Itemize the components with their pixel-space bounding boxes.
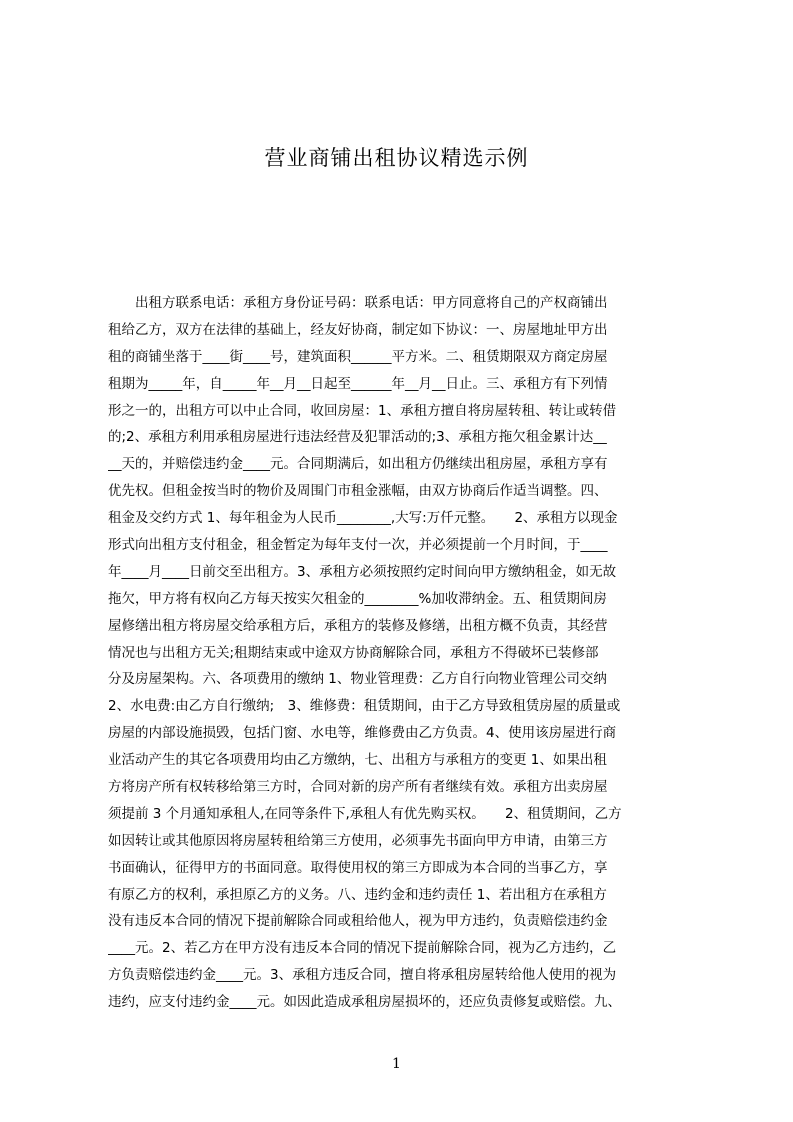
body-line: 违约，应支付违约金____元。如因此造成承租房屋损坏的，还应负责修复或赔偿。九、 [108, 994, 621, 1011]
body-line: 优先权。但租金按当时的物价及周围门市租金涨幅，由双方协商后作适当调整。四、 [108, 483, 608, 500]
page-number: 1 [392, 1056, 401, 1072]
body-line: 方负责赔偿违约金____元。3、承租方违反合同，擅自将承租房屋转给他人使用的视为 [108, 967, 617, 984]
body-line: 租金及交约方式 1、每年租金为人民币________,大写:万仟元整。 2、承租方以现金 [108, 510, 618, 527]
body-line: 2、水电费:由乙方自行缴纳; 3、维修费：租赁期间，由于乙方导致租赁房屋的质量或 [108, 698, 621, 715]
body-line: 须提前 3 个月通知承租人,在同等条件下,承租人有优先购买权。 2、租赁期间，乙方 [108, 805, 622, 822]
body-line: 业活动产生的其它各项费用均由乙方缴纳，七、出租方与承租方的变更 1、如果出租 [108, 752, 607, 769]
body-line: 情况也与出租方无关;租期结束或中途双方协商解除合同，承租方不得破坏已装修部 [108, 644, 599, 661]
document-body [108, 290, 793, 1016]
body-line: 书面确认，征得甲方的书面同意。取得使用权的第三方即成为本合同的当事乙方，享 [108, 859, 608, 876]
body-line: __天的，并赔偿违约金____元。合同期满后，如出租方仍继续出租房屋，承租方享有 [108, 456, 608, 473]
body-line: 如因转让或其他原因将房屋转租给第三方使用，必须事先书面向甲方申请，由第三方 [108, 832, 608, 849]
body-line: 租的商铺坐落于____街____号，建筑面积______平方米。二、租赁期限双方商定房屋 [108, 348, 608, 365]
body-line: 的;2、承租方利用承租房屋进行违法经营及犯罪活动的;3、承租方拖欠租金累计达__ [108, 429, 607, 446]
body-line: 分及房屋架构。六、各项费用的缴纳 1、物业管理费：乙方自行向物业管理公司交纳 [108, 671, 607, 688]
body-line: 没有违反本合同的情况下提前解除合同或租给他人，视为甲方违约，负责赔偿违约金 [108, 913, 608, 930]
body-line: 房屋的内部设施损毁，包括门窗、水电等，维修费由乙方负责。4、使用该房屋进行商 [108, 725, 617, 742]
body-line: 有原乙方的权利，承担原乙方的义务。八、违约金和违约责任 1、若出租方在承租方 [108, 886, 607, 903]
body-line: 拖欠，甲方将有权向乙方每天按实欠租金的________%加收滞纳金。五、租赁期间房 [108, 590, 607, 607]
body-line: 租期为_____年，自_____年__月__日起至______年__月__日止。三、承租方有下列情 [108, 375, 608, 392]
body-line: 形之一的，出租方可以中止合同，收回房屋：1、承租方擅自将房屋转租、转让或转借 [108, 402, 617, 419]
body-line: 租给乙方，双方在法律的基础上，经友好协商，制定如下协议：一、房屋地址甲方出 [108, 321, 608, 338]
body-line: 出租方联系电话：承租方身份证号码：联系电话：甲方同意将自己的产权商铺出 [108, 295, 608, 311]
body-line: ____元。2、若乙方在甲方没有违反本合同的情况下提前解除合同，视为乙方违约，乙 [108, 940, 617, 957]
document-title: 营业商铺出租协议精选示例 [264, 146, 529, 170]
body-line: 方将房产所有权转移给第三方时，合同对新的房产所有者继续有效。承租方出卖房屋 [108, 779, 608, 796]
body-line: 形式向出租方支付租金，租金暂定为每年支付一次，并必须提前一个月时间，于____ [108, 537, 608, 554]
body-line: 屋修缮出租方将房屋交给承租方后，承租方的装修及修缮，出租方概不负责，其经营 [108, 617, 608, 634]
body-line: 年____月____日前交至出租方。3、承租方必须按照约定时间向甲方缴纳租金，如无故 [108, 563, 617, 580]
